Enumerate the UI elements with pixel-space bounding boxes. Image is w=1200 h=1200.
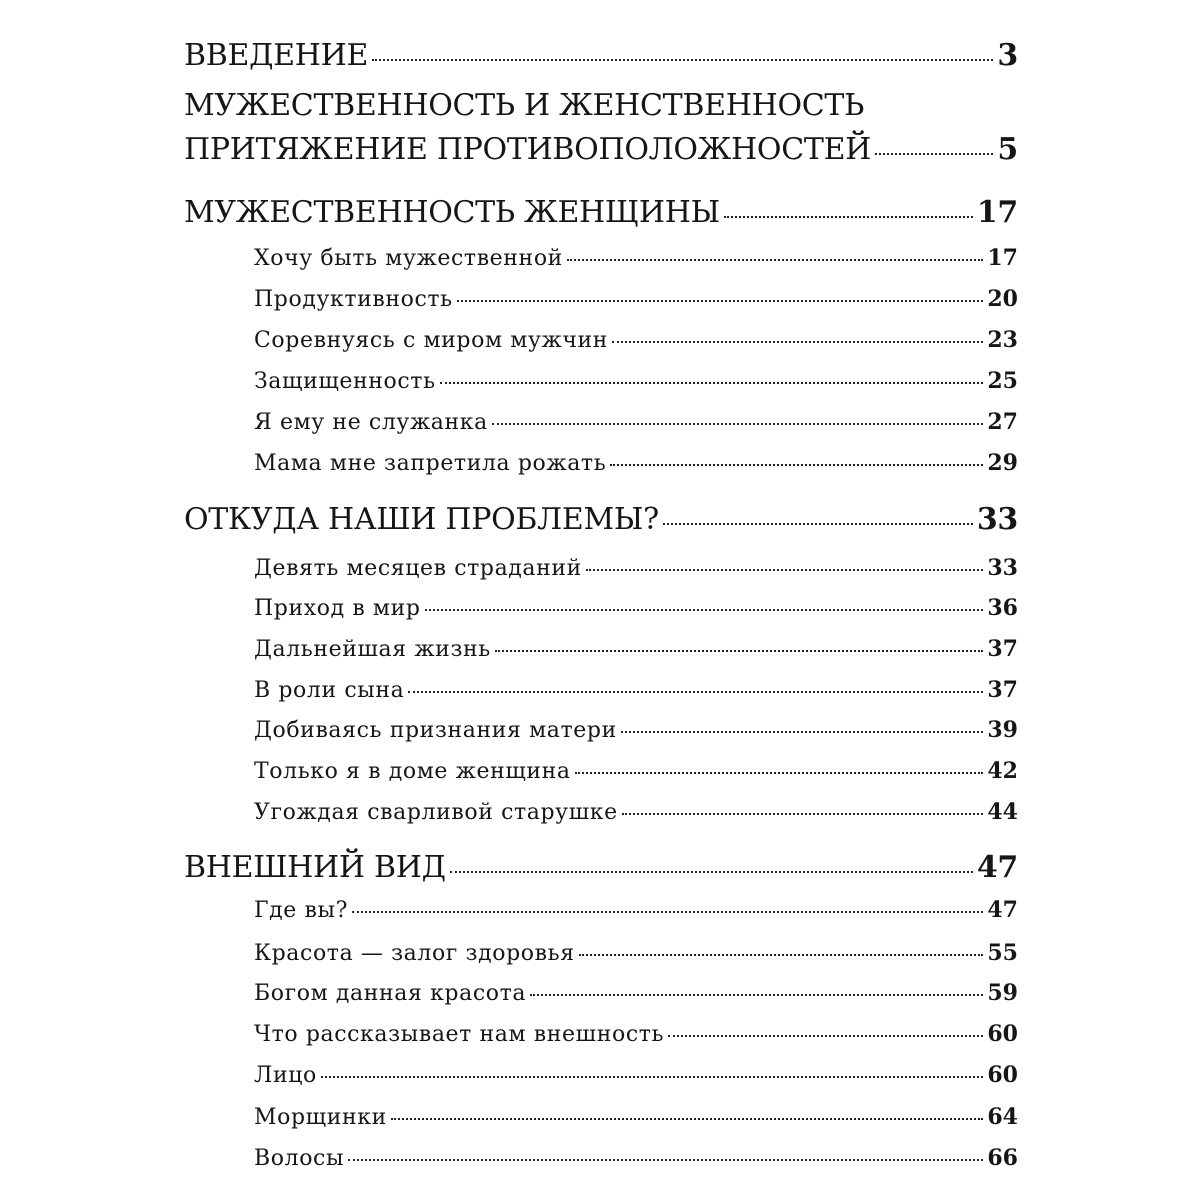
toc-subsection-entry: [254, 758, 1018, 784]
toc-subsection-entry: [254, 980, 1018, 1006]
toc-subsection-entry: [254, 1145, 1018, 1171]
toc-subsection-entry: [254, 245, 1018, 271]
toc-subsection-entry: [254, 799, 1018, 825]
toc-page-number: 25: [987, 368, 1018, 394]
toc-subsection-entry: [254, 1021, 1018, 1047]
toc-page-number: 37: [987, 636, 1018, 662]
toc-page-number: 44: [987, 799, 1018, 825]
dot-leader: [348, 1159, 983, 1161]
toc-page-number: 36: [987, 595, 1018, 621]
toc-page-number: 27: [987, 409, 1018, 435]
dot-leader: [372, 59, 993, 61]
dot-leader: [495, 650, 983, 652]
toc-page-number: 60: [987, 1021, 1018, 1047]
toc-page-number: 3: [997, 38, 1018, 73]
toc-subsection-entry: [254, 636, 1018, 662]
toc-page-number: 55: [987, 940, 1018, 966]
toc-page-number: 42: [987, 758, 1018, 784]
toc-entry-title: Волосы: [254, 1146, 345, 1171]
toc-page-number: 64: [987, 1104, 1018, 1130]
toc-entry-title: Соревнуясь с миром мужчин: [254, 328, 609, 353]
toc-entry-title: Что рассказывает нам внешность: [254, 1022, 665, 1047]
toc-chapter-entry: [184, 850, 1018, 885]
toc-entry-title: Защищенность: [254, 369, 436, 394]
dot-leader: [492, 423, 984, 425]
toc-subsection-entry: [254, 555, 1018, 581]
toc-subsection-entry: [254, 717, 1018, 743]
toc-entry-title: ВВЕДЕНИЕ: [184, 38, 369, 73]
toc-subsection-entry: [254, 286, 1018, 312]
toc-entry-title: Красота — залог здоровья: [254, 941, 575, 966]
dot-leader: [440, 382, 984, 384]
toc-page-number: 23: [987, 327, 1018, 353]
toc-entry-title: МУЖЕСТВЕННОСТЬ ЖЕНЩИНЫ: [184, 195, 720, 230]
toc-entry-title: Добиваясь признания матери: [254, 718, 617, 743]
toc-entry-title: Я ему не служанка: [254, 410, 488, 435]
toc-chapter-entry: [184, 502, 1018, 537]
toc-entry-title-line1: МУЖЕСТВЕННОСТЬ И ЖЕНСТВЕННОСТЬ: [184, 88, 865, 123]
toc-chapter-entry: [184, 195, 1018, 230]
dot-leader: [408, 691, 983, 693]
toc-entry-title: Лицо: [254, 1063, 317, 1088]
toc-entry-title: Дальнейшая жизнь: [254, 637, 491, 662]
dot-leader: [663, 523, 973, 525]
toc-page-number: 60: [987, 1062, 1018, 1088]
toc-entry-title: Только я в доме женщина: [254, 759, 571, 784]
toc-entry-title: Хочу быть мужественной: [254, 246, 563, 271]
toc-page-number: 47: [987, 897, 1018, 923]
dot-leader: [575, 772, 984, 774]
toc-subsection-entry: [254, 595, 1018, 621]
dot-leader: [457, 300, 984, 302]
dot-leader: [391, 1118, 984, 1120]
dot-leader: [321, 1076, 984, 1078]
toc-subsection-entry: [254, 1062, 1018, 1088]
toc-page-number: 29: [987, 450, 1018, 476]
toc-subsection-entry: [254, 327, 1018, 353]
toc-chapter-entry: [184, 132, 1018, 167]
toc-page-number: 39: [987, 717, 1018, 743]
dot-leader: [612, 341, 983, 343]
dot-leader: [352, 911, 983, 913]
table-of-contents: [184, 0, 1018, 1200]
toc-subsection-entry: [254, 1104, 1018, 1130]
dot-leader: [450, 871, 973, 873]
toc-page-number: 66: [987, 1145, 1018, 1171]
toc-entry-title: Продуктивность: [254, 287, 453, 312]
toc-entry-title: Приход в мир: [254, 596, 421, 621]
toc-entry-title: Где вы?: [254, 898, 349, 923]
dot-leader: [586, 569, 983, 571]
toc-page-number: 33: [976, 502, 1018, 537]
toc-subsection-entry: [254, 450, 1018, 476]
toc-page-number: 47: [976, 850, 1018, 885]
toc-subsection-entry: [254, 677, 1018, 703]
toc-chapter-entry: [184, 38, 1018, 73]
dot-leader: [579, 954, 984, 956]
toc-entry-title: Морщинки: [254, 1105, 387, 1130]
toc-page-number: 17: [987, 245, 1018, 271]
toc-entry-title: ПРИТЯЖЕНИЕ ПРОТИВОПОЛОЖНОСТЕЙ: [184, 132, 872, 167]
toc-page-number: 59: [987, 980, 1018, 1006]
dot-leader: [875, 153, 993, 155]
dot-leader: [668, 1035, 983, 1037]
toc-entry-title: Мама мне запретила рожать: [254, 451, 607, 476]
dot-leader: [530, 994, 983, 996]
toc-subsection-entry: [254, 409, 1018, 435]
toc-page-number: 17: [976, 195, 1018, 230]
toc-entry-title: Богом данная красота: [254, 981, 527, 1006]
toc-entry-title: ВНЕШНИЙ ВИД: [184, 850, 446, 885]
dot-leader: [425, 609, 984, 611]
dot-leader: [567, 259, 983, 261]
toc-page-number: 5: [997, 132, 1018, 167]
toc-subsection-entry: [254, 368, 1018, 394]
toc-subsection-entry: [254, 940, 1018, 966]
dot-leader: [622, 813, 984, 815]
dot-leader: [724, 216, 973, 218]
toc-entry-title: ОТКУДА НАШИ ПРОБЛЕМЫ?: [184, 502, 659, 537]
toc-page-number: 20: [987, 286, 1018, 312]
toc-page-number: 37: [987, 677, 1018, 703]
toc-subsection-entry: [254, 897, 1018, 923]
toc-entry-title: Угождая сварливой старушке: [254, 800, 618, 825]
toc-entry-title: В роли сына: [254, 678, 405, 703]
toc-entry-title: Девять месяцев страданий: [254, 556, 582, 581]
dot-leader: [610, 464, 983, 466]
toc-page-number: 33: [987, 555, 1018, 581]
dot-leader: [621, 731, 984, 733]
